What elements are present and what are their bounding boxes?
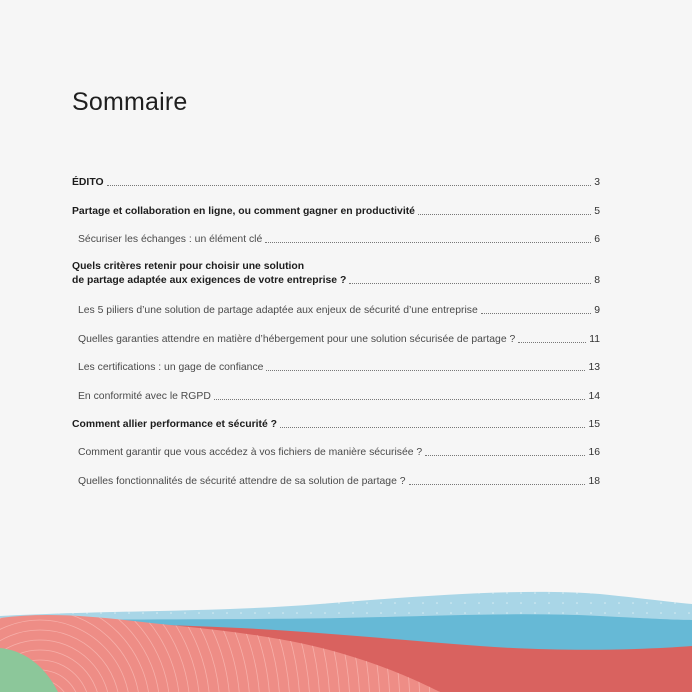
dot-leader	[349, 283, 591, 284]
decorative-waves	[0, 560, 692, 692]
toc-entry-label: Sécuriser les échanges : un élément clé	[78, 234, 263, 245]
toc-entry-page: 14	[588, 391, 600, 402]
toc-entry-garanties-hebergement[interactable]	[72, 333, 600, 346]
toc-entry-label: Comment garantir que vous accédez à vos fichiers de manière sécurisée ?	[78, 447, 423, 458]
toc-entry-page: 9	[594, 305, 600, 316]
toc-entry-acces-securise[interactable]	[72, 446, 600, 459]
dot-leader	[425, 455, 585, 456]
toc-entry-page: 13	[588, 362, 600, 373]
toc-entry-label: Comment allier performance et sécurité ?	[72, 419, 277, 430]
dot-leader	[107, 185, 592, 186]
toc-entry-label: Les certifications : un gage de confiance	[78, 362, 264, 373]
toc-entry-page: 11	[589, 334, 600, 345]
toc-entry-label: En conformité avec le RGPD	[78, 391, 211, 402]
toc-entry-label: ÉDITO	[72, 177, 104, 188]
toc-entry-page: 15	[588, 419, 600, 430]
dot-leader	[280, 427, 585, 428]
dot-leader	[214, 399, 586, 400]
toc-entry-label: Quelles fonctionnalités de sécurité attendre de sa solution de partage ?	[78, 476, 406, 487]
toc-entry-edito[interactable]	[72, 176, 600, 189]
toc-entry-page: 18	[588, 476, 600, 487]
toc-entry-page: 8	[594, 275, 600, 286]
toc-entry-securiser-echanges[interactable]	[72, 233, 600, 246]
toc-entry-label: Quelles garanties attendre en matière d’hébergement pour une solution sécurisée de partage ?	[78, 334, 516, 345]
toc-entry-page: 3	[594, 177, 600, 188]
toc-entry-partage-collaboration[interactable]	[72, 205, 600, 218]
toc-entry-certifications[interactable]	[72, 361, 600, 374]
toc-entry-criteres-solution[interactable]	[72, 260, 600, 287]
toc-entry-fonctionnalites-securite[interactable]	[72, 475, 600, 488]
dot-leader	[409, 484, 586, 485]
toc-entry-page: 5	[594, 206, 600, 217]
dot-leader	[265, 242, 591, 243]
dot-leader	[518, 342, 586, 343]
dot-leader	[418, 214, 591, 215]
toc-entry-label: Quels critères retenir pour choisir une solution de partage adaptée aux exigences de votre entreprise ?	[72, 261, 347, 286]
toc-entry-5-piliers[interactable]	[72, 304, 600, 317]
toc-entry-page: 6	[594, 234, 600, 245]
toc-entry-page: 16	[588, 447, 600, 458]
toc-entry-label: Les 5 piliers d’une solution de partage adaptée aux enjeux de sécurité d’une entreprise	[78, 305, 478, 316]
dot-leader	[481, 313, 591, 314]
page-title: Sommaire	[72, 88, 188, 116]
toc-entry-label: Partage et collaboration en ligne, ou comment gagner en productivité	[72, 206, 415, 217]
toc-entry-performance-securite[interactable]	[72, 418, 600, 431]
toc-entry-rgpd[interactable]	[72, 390, 600, 403]
dot-leader	[266, 370, 585, 371]
